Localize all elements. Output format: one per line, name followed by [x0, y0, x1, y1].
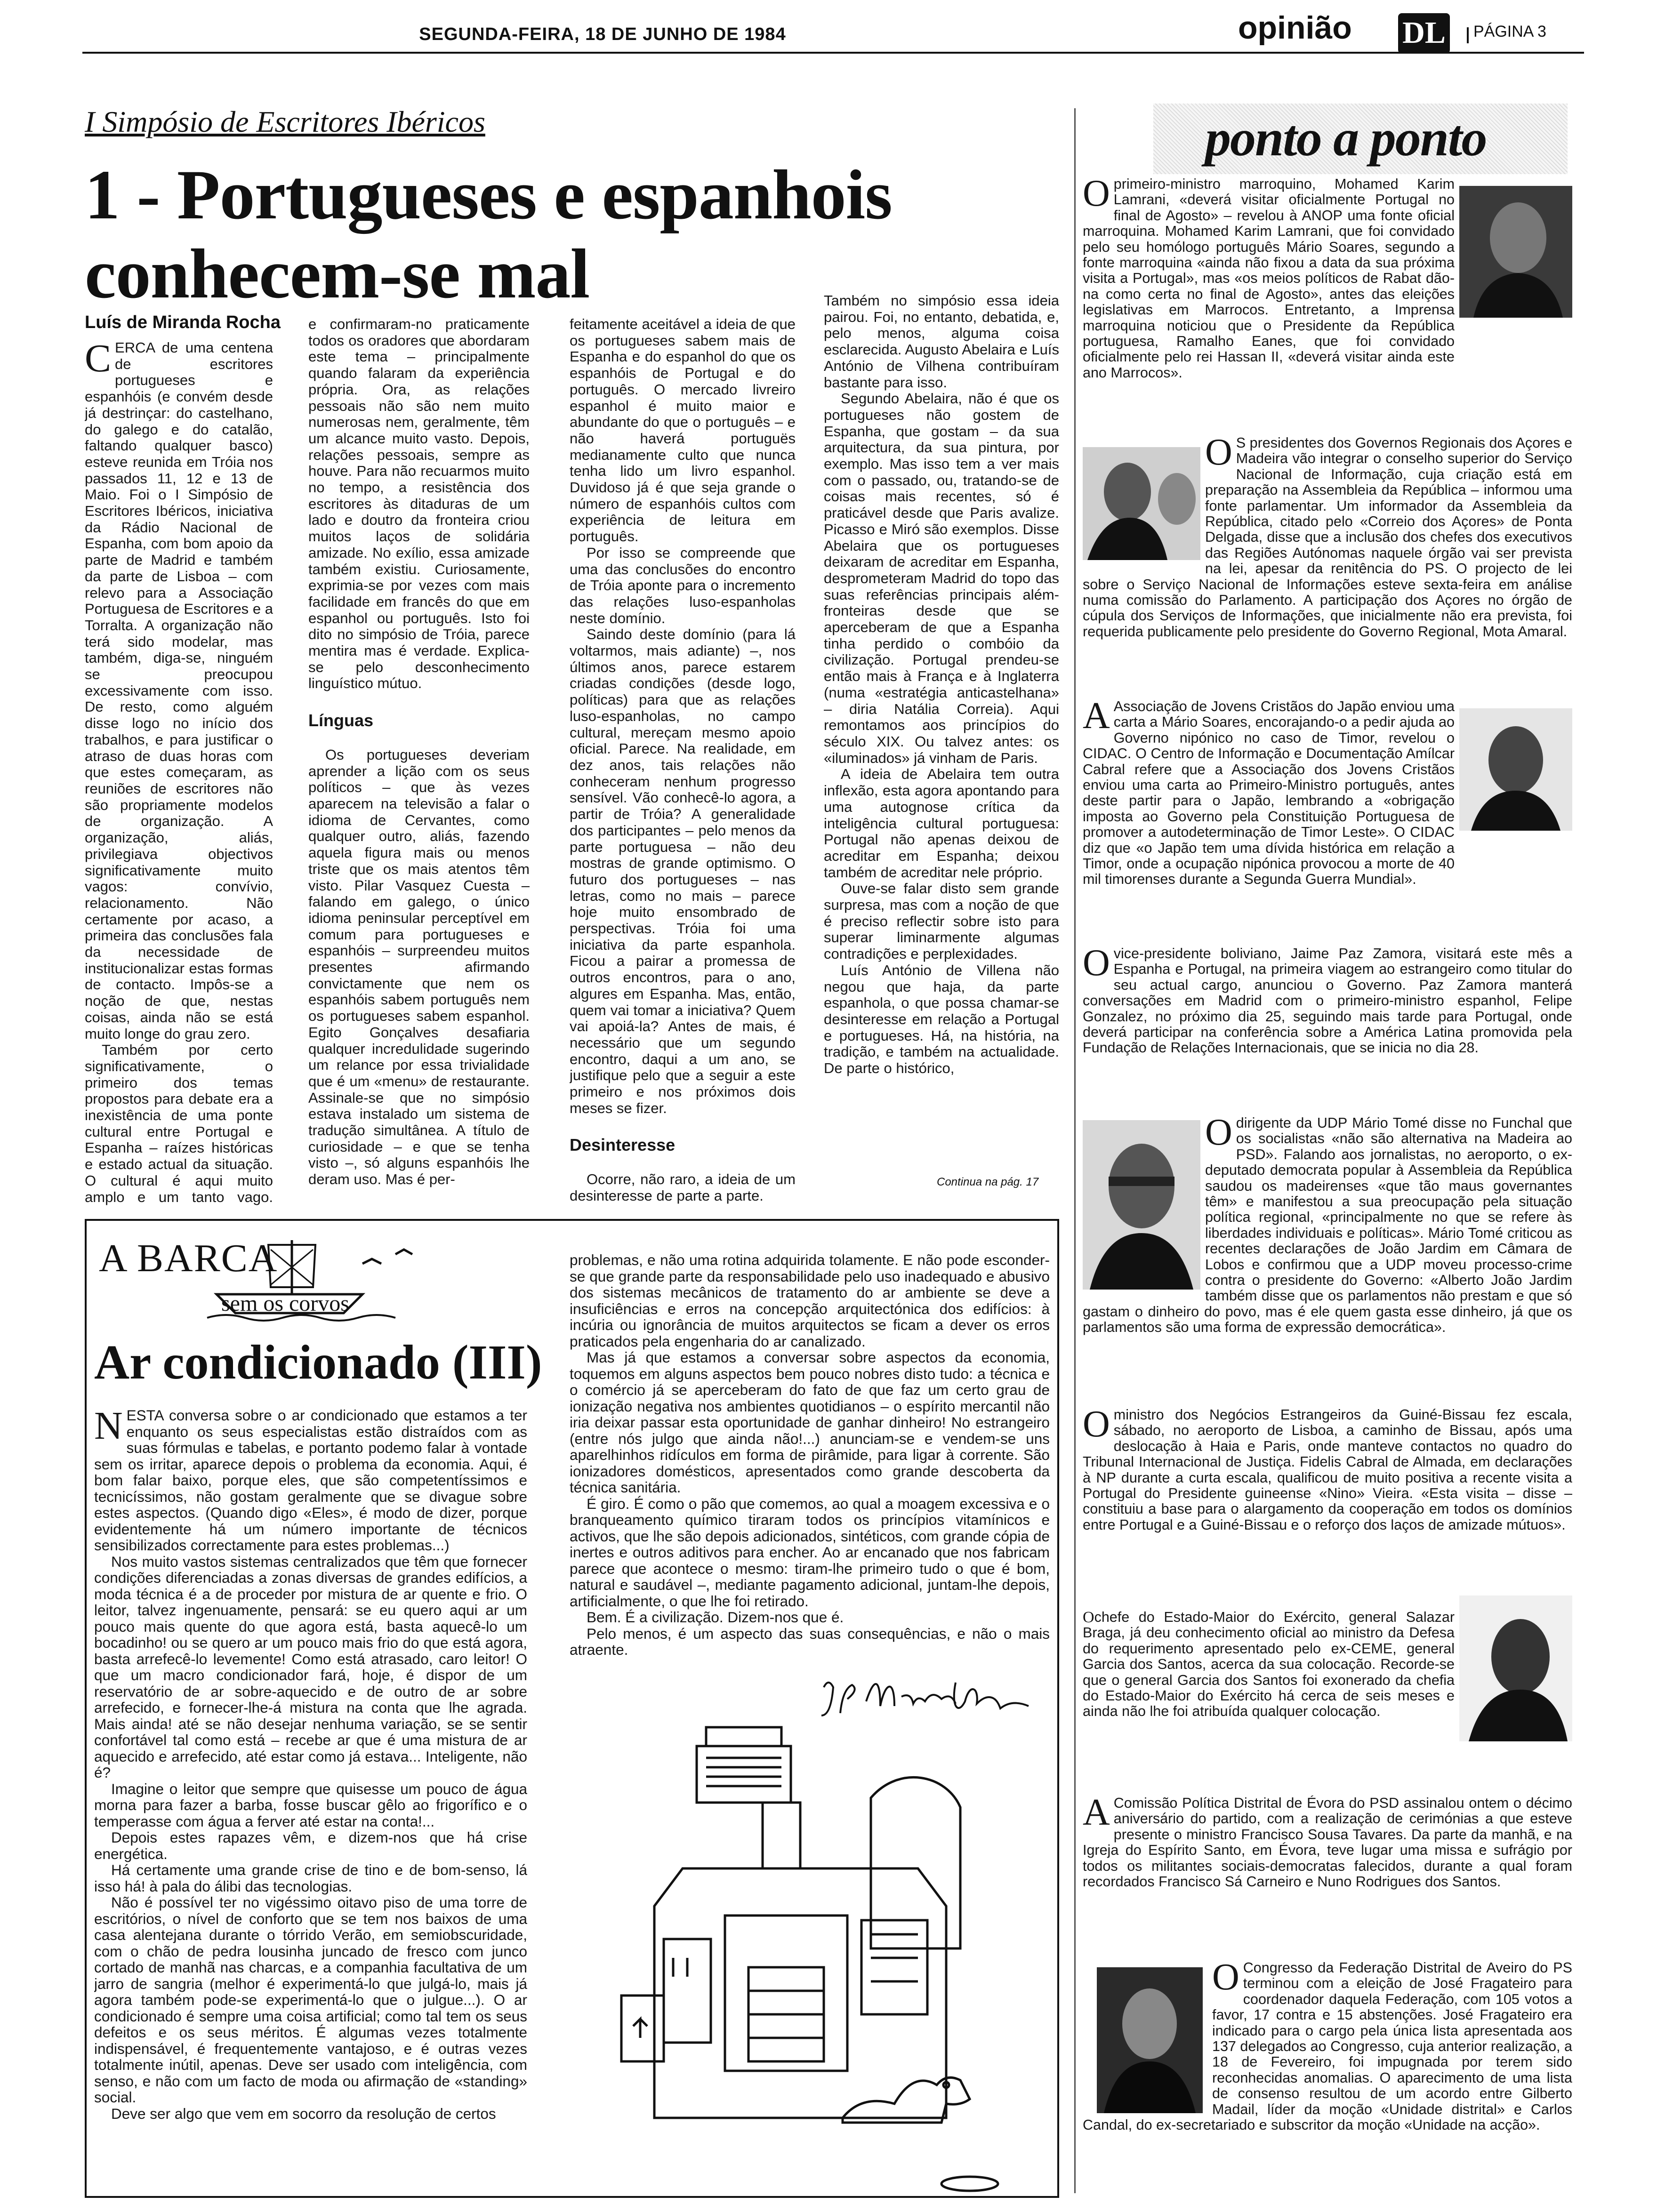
subheading: Desinteresse: [570, 1135, 676, 1155]
paragraph: Luís António de Villena não negou que haja, da parte espanhola, o que possa chamar-se desinteresse em relação a Portugal e portugueses. Há, na história, na tradição, e também na actualidade. De parte o histórico,: [824, 962, 1059, 1077]
drop-cap: A: [1083, 1795, 1110, 1833]
paragraph: Ouve-se falar disto sem grande surpresa, mas com a noção de que é preciso reflectir sobre isto para superar liminarmente algumas contradições e perplexidades.: [824, 880, 1059, 962]
article-column-1: [85, 340, 273, 1206]
drop-cap: A: [1083, 699, 1110, 737]
drop-cap: N: [94, 1407, 123, 1448]
drop-cap: O: [1212, 1960, 1239, 1998]
dl-logo-icon: DL: [1398, 13, 1450, 54]
portrait-photo: [1459, 708, 1572, 831]
portrait-photo: [1459, 186, 1572, 318]
paragraph: problemas, e não uma rotina adquirida tolamente. E não pode esconder-se que grande parte da responsabilidade pelo uso inadequado e abusivo dos sistemas mecânicos de tratamento do ar ambiente se deve a insuficiências e erros na concepção arquitectónica dos edifícios: à incúria ou ignorância de muitos arquitectos se ficam a dever os erros praticados pela engenharia do ar canalizado.: [570, 1252, 1050, 1350]
column-text-right: [570, 1252, 1050, 1666]
drop-cap: O: [1083, 946, 1110, 984]
paragraph: Não é possível ter no vigéssimo oitavo piso de uma torre de escritórios, o nível de conforto que se tem nos baixos de uma casa alentejana durante o tórrido Verão, em semiobscuridade, com o chão de pedra lousinha juncado de fresco com junco cortado de manhã nas charcas, e a companhia facultativa de um jarro de sangria (melhor é experimentá-lo que julgá-lo, mais já agora também pode-se experimentá-lo que o julgue...). O ar condicionado é sempre uma coisa artificial; como tal tem os seus defeitos e os seus méritos. É algumas vezes totalmente indispensável, é frequentemente vantajoso, e é outras vezes totalmente inútil, apenas. Deve ser usado com inteligência, com senso, e não com um facto de moda ou afirmação de «standing» social.: [94, 1894, 527, 2106]
news-brief: [1083, 176, 1455, 421]
news-brief: [1083, 435, 1572, 727]
drop-cap: O: [1083, 1407, 1110, 1445]
drop-cap: O: [1205, 1115, 1232, 1153]
air-conditioner-house-illustration: [607, 1713, 1022, 2198]
drop-cap: O: [1083, 176, 1110, 214]
news-brief: [1083, 1115, 1572, 1384]
subheading: Línguas: [308, 711, 374, 730]
article-kicker: I Simpósio de Escritores Ibéricos: [85, 105, 485, 138]
article-column-4: [824, 293, 1059, 1192]
paragraph: Há certamente uma grande crise de tino e de bom-senso, lá isso há! à pala do álibi das tecnologias.: [94, 1861, 527, 1895]
paragraph: Nos muito vastos sistemas centralizados que têm que fornecer condições diferenciadas a zonas diversas de grandes edifícios, a moda técnica é a de proceder por mistura de ar quente e frio. O leitor, talvez ingenuamente, pensará: se eu quero aqui ar um pouco mais quente do que agora está, basta aquecê-lo um bocadinho! ou se quero ar um pouco mais frio do que está agora, basta arrefecê-lo levemente! Como está atrasado, caro leitor! O que um macro condicionador fará, hoje, é dispor de um reservatório de ar sobre-aquecido e de outro de ar sobre arrefecido, e fornecer-lhe-á mistura na conta que lhe agrada. Mais ainda! até se não desejar nenhuma variação, se se sentir confortável tal como está – recebe ar que é uma mistura de ar aquecido e arrefecido, até estar como já estava... Inteligente, não é?: [94, 1553, 527, 1781]
article-column-3: [570, 316, 796, 1206]
column-logo-subtitle: sem os corvos: [221, 1291, 349, 1316]
ponto-title: ponto a ponto: [1205, 109, 1487, 167]
column-divider: [1074, 108, 1076, 2193]
brief-text: primeiro-ministro marroquino, Mohamed Karim Lamrani, «deverá visitar oficialmente Portugal no final de Agosto» – revelou à ANOP uma fonte oficial marroquina. Mohamed Karim Lamrani, que foi convidado pelo seu homólogo português Mário Soares, segundo a fonte marroquina «ainda não fixou a data da sua próxima visita a Portugal», mas «os meios políticos de Rabat dão-na como certa no final de Agosto», antes das eleições legislativas em Marrocos. Entretanto, a Imprensa marroquina noticiou que o Presidente da República portuguesa, Ramalho Eanes, que foi convidado oficialmente pelo rei Hassan II, «deverá visitar ainda este ano Marrocos».: [1083, 176, 1455, 381]
section-title: opinião: [1238, 10, 1352, 46]
drop-cap: C: [85, 340, 112, 380]
brief-text: chefe do Estado-Maior do Exército, general Salazar Braga, já deu conhecimento oficial ao ministro da Defesa do requerimento apresentado pelo ex-CEME, general Garcia dos Santos, acerca da sua colocação. Recorde-se que o general Garcia dos Santos foi exonerado da chefia do Estado-Maior do Exército há cerca de seis meses e ainda não lhe foi atribuída qualquer colocação.: [1083, 1610, 1455, 1720]
news-brief: [1083, 1610, 1455, 1779]
column-logo-title: A BARCA: [99, 1236, 278, 1280]
column-title: Ar condicionado (III): [94, 1335, 542, 1389]
news-brief: [1083, 1407, 1572, 1581]
article-column-2: [308, 316, 530, 1206]
brief-text: ministro dos Negócios Estrangeiros da Guiné-Bissau fez escala, sábado, no aeroporto de Lisboa, a caminho de Bissau, após uma deslocação à Haia e Paris, onde manteve contactos no quadro do Tribunal Internacional de Justiça. Fidelis Cabral de Almada, em declarações à NP durante a curta escala, qualificou de muito positiva a recente visita a Portugal do Presidente guineense «Nino» Vieira. «Esta visita – disse – constituiu a base para o alargamento da cooperação em todos os domínios entre Portugal e a Guiné-Bissau e o reforço dos laços de amizade mútuos».: [1083, 1407, 1572, 1533]
paragraph: e confirmaram-no praticamente todos os oradores que abordaram este tema – principalmente quando falaram da experiência própria. Ora, as relações pessoais não são nem muito numerosas nem, geralmente, têm um alcance muito vasto. Depois, relações pessoais, sempre as houve. Para não recuarmos muito no tempo, a resistência dos escritores às ditaduras de um lado e doutro da fronteira criou muitos laços de solidária amizade. No exílio, essa amizade também existiu. Curiosamente, exprimia-se por vezes com mais facilidade em francês do que em espanhol ou português. Isto foi dito no simpósio de Tróia, parece mentira mas é verdade. Explica-se pelo desconhecimento linguístico mútuo.: [308, 316, 530, 692]
paragraph: Também por certo significativamente, o primeiro dos temas propostos para debate era a inexistência de uma ponte cultural entre Portugal e Espanha – raízes históricas e estado actual da situação. O cultural é aqui muito amplo e um tanto vago.: [85, 1042, 273, 1205]
brief-text: vice-presidente boliviano, Jaime Paz Zamora, visitará este mês a Espanha e Portugal, na primeira viagem ao estrangeiro como titular do seu actual cargo, anunciou o Governo. Paz Zamora manterá conversações em Madrid com o primeiro-ministro espanhol, Felipe Gonzalez, no próximo dia 25, seguindo mais tarde para Portugal, onde deverá participar na conferência sobre a América Latina promovida pela Fundação de Relações Internacionais, que se inicia no dia 28.: [1083, 946, 1572, 1056]
paragraph: Também no simpósio essa ideia pairou. Foi, no entanto, debatida, e, pelo menos, alguma coisa esclarecida. Augusto Abelaira e Luís António de Vilhena contribuíram bastante para isso.: [824, 293, 1059, 391]
paragraph: ESTA conversa sobre o ar condicionado que estamos a ter enquanto os seus especialistas estão distraídos com as suas fórmulas e tabelas, e portanto podemo falar à vontade sem os irritar, aparece depois o problema da economia. Aqui, é bom falar baixo, porque eles, que são competentíssimos e tecnicíssimos, não gostam geralmente que se divague sobre estes aspectos. (Quando digo «Eles», é modo de dizer, porque evidentemente há um número importante de técnicos sensibilizados correctamente para estes problemas...): [94, 1407, 527, 1554]
photo-spacer: [1083, 435, 1205, 562]
paragraph: Ocorre, não raro, a ideia de um desinteresse de parte a parte.: [570, 1171, 796, 1204]
paragraph: Mas já que estamos a conversar sobre aspectos da economia, toquemos em alguns aspectos bem pouco nobres disto tudo: a técnica e o comércio já se aperceberam do fato de que faz um certo grau de ionização negativa nos ambientes quotidianos – o espírito mercantil não iria deixar passar esta oportunidade de ganhar dinheiro! No estrangeiro (entre nós julgo que ainda não!...) anunciam-se e vendem-se uns aparelhinhos ridículos em forma de pirâmide, para ligar à corrente. São ionizadores domésticos, apresentados como grande descoberta da técnica sanitária.: [570, 1349, 1050, 1496]
brief-text: Congresso da Federação Distrital de Aveiro do PS terminou com a eleição de José Fragateiro para coordenador daquela Federação, com 105 votos a favor, 17 contra e 15 abstenções. José Fragateiro era indicado para o cargo pela única lista apresentada aos 137 delegados ao Congresso, cuja anterior realização, a 18 de Fevereiro, foi impugnada por terem sido reconhecidas anomalias. O aparecimento de uma lista de consenso resultou de um acordo entre Gilberto Madail, líder da moção «Unidade distrital» e Carlos Candal, do ex-secretariado e subscritor da moção «Unidade na acção».: [1083, 1960, 1572, 2133]
paragraph: Depois estes rapazes vêm, e dizem-nos que há crise energética.: [94, 1829, 527, 1862]
paragraph: Bem. É a civilização. Dizem-nos que é.: [587, 1609, 844, 1626]
drop-cap: O: [1205, 435, 1232, 473]
brief-text: dirigente da UDP Mário Tomé disse no Funchal que os socialistas «não são alternativa na Madeira ao PSD». Falando aos jornalistas, no aeroporto, o ex-deputado democrata popular à Assembleia da República saudou os madeirenses «que tão maus governantes têm» e manifestou a sua preocupação pela situação política regional, «principalmente no que se refere às liberdades individuais e políticas». Mário Tomé criticou as recentes declarações de João Jardim em Câmara de Lobos e confirmou que a UDP moveu processo-crime contra o presidente do Governo: «Alberto João Jardim também disse que os parlamentos não prestam e que só gastam o dinheiro do povo, mas é ele quem gasta esse dinheiro, já que os parlamentos são uma forma de expressão democrática».: [1083, 1115, 1572, 1336]
drop-cap: O: [1083, 1610, 1094, 1626]
paragraph: Segundo Abelaira, não é que os portugueses não gostem de Espanha, que gostam – da sua arquitectura, da sua pintura, por exemplo. Mas isso tem a ver mais com o passado, ou, tratando-se de coisas mais recentes, só é praticável desde que Paris avalize. Picasso e Miró são exemplos. Disse Abelaira que os portugueses deixaram de acreditar em Espanha, desprometeram Madrid do topo das suas referências principais além-fronteiras desde que se aperceberam de que a Espanha tinha perdido o combóio da civilização. Portugal prendeu-se então mais à França e à Inglaterra (numa «estratégia anticastelhana» – diria Natália Correia). Aqui remontamos aos princípios do século XIX. Ou talvez antes: os «iluminados» já vinham de Paris.: [824, 390, 1059, 766]
brief-text: S presidentes dos Governos Regionais dos Açores e Madeira vão integrar o conselho superior do Serviço Nacional de Informação, cuja criação está em preparação na Assembleia da República – informou uma fonte parlamentar. Um informador da Assembleia da República, citado pelo «Correio dos Açores» de Ponta Delgada, disse que a inclusão dos chefes dos executivos das Regiões Autónomas naquele órgão vai ser prevista na lei, apesar da renitência do PS. O projecto de lei sobre o Serviço Nacional de Informações esteve sexta-feira em análise numa comissão do Parlamento. A participação dos Açores no órgão de cúpula dos Serviços de Informações, que inicialmente não era prevista, foi requerida publicamente pelo presidente do Governo Regional, Mota Amaral.: [1083, 435, 1572, 640]
paragraph: ERCA de uma centena de escritores portugueses e espanhóis (e convém desde já destrinçar: do castelhano, do galego e do catalão, faltando qualquer basco) esteve reunida em Tróia nos passados 11, 12 e 13 de Maio. Foi o I Simpósio de Escritores Ibéricos, iniciativa da Rádio Nacional de Espanha, com bom apoio da parte de Madrid e também da parte de Lisboa – com relevo para a Associação Portuguesa de Escritores e a Torralta. A organização não terá sido modelar, mas também, diga-se, ninguém se preocupou excessivamente com isso. De resto, como alguém disse logo no início dos trabalhos, e para justificar o atraso de duas horas com que estes começaram, as reuniões de escritores não são propriamente modelos de organização. A organização, aliás, privilegiava objectivos significativamente muito vagos: convívio, relacionamento. Não certamente por acaso, a primeira das conclusões fala da necessidade de institucionalizar estas formas de contacto. Impôs-se a noção de que, nestas coisas, ainda não se está muito longe do grau zero.: [85, 340, 273, 1042]
continuation-note: Continua na pág. 17: [937, 1176, 1039, 1188]
paragraph: Os portugueses deveriam aprender a lição com os seus políticos – que às vezes aparecem na televisão a falar o idioma de Cervantes, como qualquer outro, aliás, fazendo aquela figura mais ou menos triste que os mais atentos têm visto. Pilar Vasquez Cuesta – falando em galego, o único idioma peninsular perceptível em comum para portugueses e espanhóis – surpreendeu muitos presentes afirmando convictamente que nem os espanhóis sabem português nem os portugueses sabem espanhol. Egito Gonçalves desafiaria qualquer incredulidade sugerindo um relance por essa trivialidade que é um «menu» de restaurante. Assinale-se que no simpósio estava instalado um sistema de tradução simultânea. A título de curiosidade – e que se tenha visto –, só alguns espanhóis lhe deram uso. Mas é per-: [308, 746, 530, 1188]
article-headline: 1 - Portugueses e espanhois conhecem-se mal: [85, 156, 892, 313]
photo-spacer: [1083, 1960, 1212, 2116]
news-brief: [1083, 1960, 1572, 2196]
paragraph: Pelo menos, é um aspecto das suas consequências, e não o mais atraente.: [570, 1625, 1050, 1658]
news-brief: [1083, 946, 1572, 1101]
page-date: SEGUNDA-FEIRA, 18 DE JUNHO DE 1984: [419, 24, 786, 44]
column-text-left: [94, 1407, 527, 2184]
paragraph: Por isso se compreende que uma das conclusões do encontro de Tróia aponte para o incremento das relações luso-espanholas neste domínio.: [570, 544, 796, 626]
paragraph: É giro. É como o pão que comemos, ao qual a moagem excessiva e o branqueamento químico tiraram todos os princípios vitamínicos e activos, que lhe são depois adicionados, sintéticos, com grande cópia de inertes e outros aditivos para encher. Ao ar encanado que nos fabricam parece que acontece o mesmo: tiram-lhe primeiro tudo o que é bom, natural e saudável –, mediante pagamento adicional, juntam-lhe depois, artificialmente, o que lhe foi retirado.: [570, 1495, 1050, 1610]
page-number: PÁGINA 3: [1473, 23, 1546, 40]
paragraph: Saindo deste domínio (para lá voltarmos, mais adiante) –, nos últimos anos, parece estarem criadas condições (desde logo, políticas) para que as relações luso-espanholas, no campo cultural, mereçam mesmo apoio oficial. Parece. Na realidade, em dez anos, tais relações não conheceram nenhum progresso sensível. Vão conhecê-lo agora, a partir de Tróia? A generalidade dos participantes – pelo menos da parte portuguesa – não deu mostras de grande optimismo. O futuro dos portugueses – nas letras, como no mais – parece hoje muito ensombrado de perspectivas. Tróia foi uma iniciativa da parte espanhola. Ficou a pairar a promessa de outros encontros, para o ano, algures em Espanha. Mas, então, quem vai tomar a iniciativa? Quem vai apoiá-la? Antes de mais, é necessário que um segundo encontro, daqui a um ano, se justifique pelo que a seguir a este primeiro e nos próximos dois meses se fizer.: [570, 626, 796, 1116]
news-brief: [1083, 699, 1455, 930]
article-byline: Luís de Miranda Rocha: [85, 313, 281, 332]
photo-spacer: [1083, 1115, 1205, 1294]
brief-text: Associação de Jovens Cristãos do Japão enviou uma carta a Mário Soares, encorajando-o a pedir ajuda ao Governo nipónico no caso de Timor, revelou o CIDAC. O Centro de Informação e Documentação Amílcar Cabral refere que a Associação dos Jovens Cristãos enviou uma carta ao Primeiro-Ministro português, antes deste partir para o Japão, lembrando a «obrigação imposta ao Governo pela Constituição Portuguesa de promover a autodeterminação de Timor Leste». O CIDAC diz que «o Japão tem uma dívida histórica em relação a Timor, onde a ocupação nipónica provocou a morte de 40 mil timorenses durante a Segunda Guerra Mundial».: [1083, 699, 1455, 888]
brief-text: Comissão Política Distrital de Évora do PSD assinalou ontem o décimo aniversário do partido, com a realização de cerimónias a que esteve presente o ministro Francisco Sousa Tavares. Da parte da manhã, e na Igreja do Espírito Santo, em Évora, teve lugar uma missa e sufrágio por todos os militantes sociais-democratas falecidos, durante a qual foram recordados Francisco Sá Carneiro e Nuno Rodrigues dos Santos.: [1083, 1795, 1572, 1890]
paragraph: Deve ser algo que vem em socorro da resolução de certos: [111, 2105, 496, 2122]
portrait-photo: [1459, 1595, 1572, 1741]
paragraph: feitamente aceitável a ideia de que os portugueses sabem mais de Espanha e do espanhol do que os espanhóis de Portugal e do português. O mercado livreiro espanhol é muito maior e abundante do que o português – e não haverá portuguës medianamente culto que nunca tenha lido um livro espanhol. Duvidoso já é que seja grande o número de espanhóis cultos com experiência de leitura em português.: [570, 316, 796, 545]
header-rule: [82, 52, 1584, 54]
paragraph: A ideia de Abelaira tem outra inflexão, esta agora apontando para uma autognose crítica da inteligência cultural portuguesa: Portugal não apenas deixou de acreditar em Espanha; deixou também de acreditar nele próprio.: [824, 766, 1059, 881]
news-brief: [1083, 1795, 1572, 1937]
paragraph: Imagine o leitor que sempre que quisesse um pouco de água morna para fazer a barba, fosse buscar gêlo ao frigorífico e o temperasse com água a ferver até estar na conta!...: [94, 1780, 527, 1830]
